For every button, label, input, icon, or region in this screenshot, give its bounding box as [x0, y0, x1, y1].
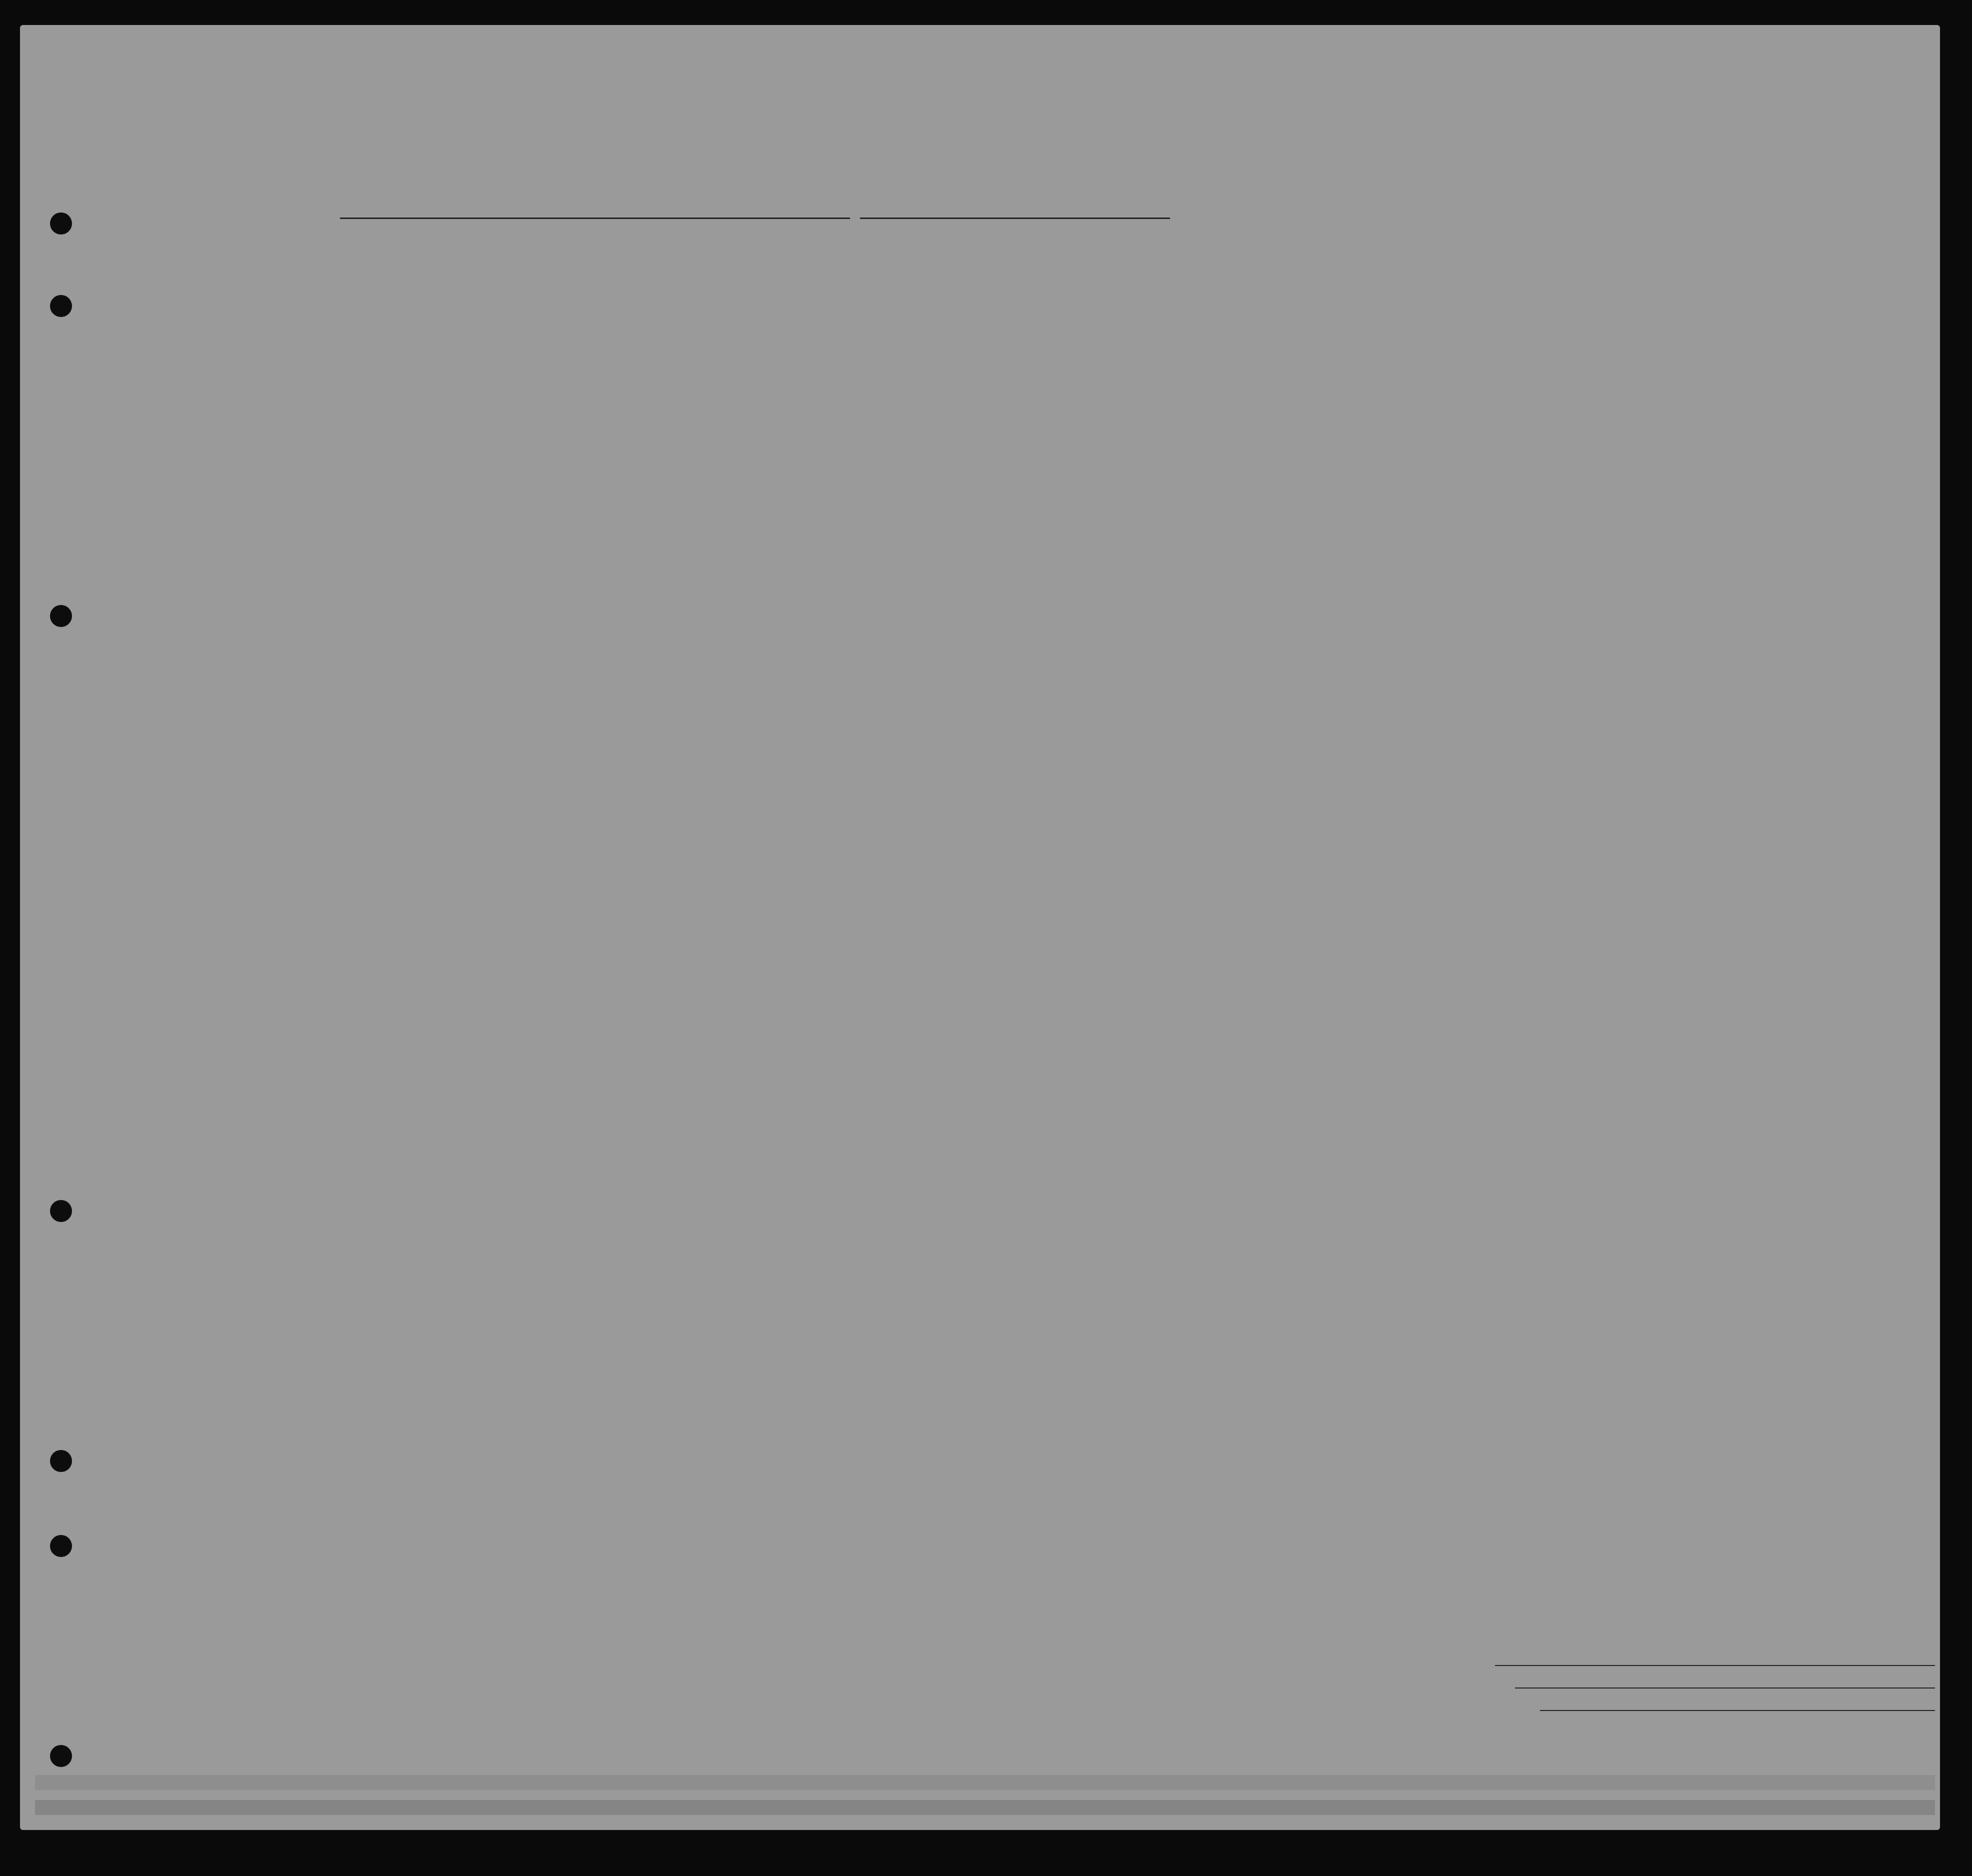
line-field	[1495, 1665, 1935, 1666]
manifest-sheet	[20, 25, 1940, 1830]
sheet-edge	[35, 1775, 1935, 1790]
date-underline	[860, 218, 1170, 219]
sheet-edge	[35, 1800, 1935, 1815]
punch-hole	[50, 212, 72, 234]
punch-hole	[50, 1450, 72, 1472]
punch-hole	[50, 1745, 72, 1767]
punch-hole	[50, 1535, 72, 1557]
punch-hole	[50, 1200, 72, 1222]
punch-hole	[50, 605, 72, 627]
punch-hole	[50, 295, 72, 317]
port-underline	[340, 218, 850, 219]
local-agents-field	[1540, 1710, 1935, 1711]
